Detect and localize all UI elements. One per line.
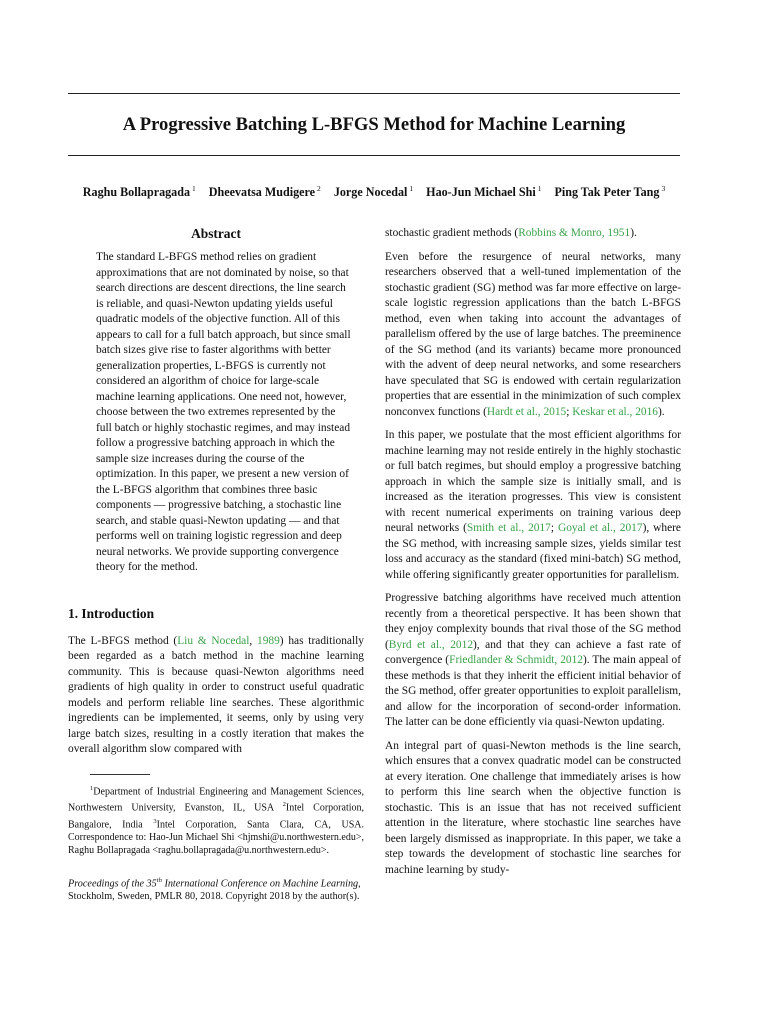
text-run: , <box>249 634 258 647</box>
author-affiliation-mark: 2 <box>317 184 321 193</box>
body-paragraph <box>385 226 681 242</box>
author <box>426 185 541 199</box>
citation-link[interactable]: Robbins & Monro, 1951 <box>518 227 631 239</box>
citation-link[interactable]: Smith et al., 2017 <box>466 522 551 534</box>
author-name: Raghu Bollapragada <box>82 185 190 200</box>
author-name: Dheevatsa Mudigere <box>208 185 316 200</box>
proceedings-copyright: , Stockholm, Sweden, PMLR 80, 2018. Copyright 2018 by the author(s). <box>68 877 361 903</box>
title-rule-bottom <box>68 155 680 156</box>
author-name: Jorge Nocedal <box>333 185 408 200</box>
abstract-text: The standard L-BFGS method relies on gradient approximations that are not dominated by noise, so that search directions are descent directions, the line search is reliable, and quasi-Newton updating yields useful quadratic models of the objective function. All of this appears to call for a full batch approach, but since small batch sizes give rise to faster algorithms with better generalization properties, L-BFGS is currently not considered an algorithm of choice for large-scale machine learning applications. One need not, however, choose between the two extremes represented by the full batch or highly stochastic regimes, and may instead follow a progressive batching approach in which the sample size increases during the course of the optimization. In this paper, we present a new version of the L-BFGS algorithm that combines three basic components — progressive batching, a stochastic line search, and stable quasi-Newton updating — and that performs well on training logistic regression and deep neural networks. We provide supporting convergence theory for the method. <box>96 251 351 573</box>
citation-link[interactable]: Byrd et al., 2012 <box>388 638 474 651</box>
proceedings-text <box>68 874 364 904</box>
text-run: ). <box>630 227 637 239</box>
citation-link[interactable]: 1989 <box>257 634 280 647</box>
proceedings-venue: Proceedings of the 35 <box>68 877 157 889</box>
text-run: Even before the resurgence of neural networks, many researchers observed that a well-tuned implementation of the stochastic gradient (SG) method was far more effective on large-scale logistic regression applications than the batch L-BFGS method, even when taking into account the advantages of parallelism offered by the use of large batches. The preeminence of the SG method (and its variants) became more pronounced with the advent of deep neural networks, and some researchers have speculated that SG is endowed with certain regularization properties that are essential in the minimization of such complex nonconvex functions ( <box>385 250 681 418</box>
footnote-text: Department of Industrial Engineering and Management Sciences, Northwestern University, Evanston, IL, USA <box>68 785 364 814</box>
text-run: ) has traditionally been regarded as a batch method in the machine learning community. This is because quasi-Newton algorithms need gradients of high quality in order to construct useful quadratic models and perform reliable line searches. These algorithmic ingredients can be implemented, it seems, only by using very large batch sizes, resulting in a costly iteration that makes the overall algorithm slow compared with <box>68 634 364 755</box>
body-paragraph <box>385 250 681 421</box>
text-run: In this paper, we postulate that the most efficient algorithms for machine learning may not reside entirely in the highly stochastic or full batch regimes, but should employ a progressive batching approach in which the sample size is initially small, and is increased as the iteration progresses. This view is consistent with recent numerical experiments on training various deep neural networks ( <box>385 429 681 534</box>
right-column <box>385 226 681 886</box>
footnote-text: Intel Corporation, Bangalore, India <box>68 802 364 830</box>
text-run: ). The main appeal of these methods is that they inherit the efficient initial behavior of the SG method, offer greater opportunities to exploit parallelism, and allow for the incorporation of second-order information. The latter can be done efficiently via quasi-Newton updating. <box>385 654 681 728</box>
author <box>334 185 413 199</box>
text-run: stochastic gradient methods ( <box>385 227 519 239</box>
author <box>83 185 196 199</box>
citation-link[interactable]: Liu & Nocedal <box>177 634 250 647</box>
text-run: ; <box>566 405 573 418</box>
abstract-heading: Abstract <box>191 226 241 241</box>
ordinal-suffix: th <box>156 876 162 884</box>
text-run: ; <box>550 522 558 534</box>
citation-link[interactable]: Friedlander & Schmidt, 2012 <box>449 654 583 666</box>
left-column <box>68 226 364 903</box>
author-list <box>68 181 680 200</box>
citation-link[interactable]: Keskar et al., 2016 <box>572 405 659 418</box>
proceedings-note <box>68 874 364 904</box>
section-heading-introduction: 1. Introduction <box>68 605 155 621</box>
author-affiliation-mark: 1 <box>409 184 414 193</box>
affiliation-footnote <box>68 782 364 858</box>
text-run: ). <box>658 405 665 418</box>
footnote-text: Intel Corporation, Santa Clara, CA, USA. Correspondence to: Hao-Jun Michael Shi <hjmshi@u.northwestern.edu>, Raghu Bollapragada <raghu.bollapragada@u.northwestern.edu>. <box>68 818 365 857</box>
footnote-mark: 3 <box>153 817 157 825</box>
author <box>209 185 321 199</box>
abstract-body <box>68 250 364 576</box>
body-paragraph: An integral part of quasi-Newton methods is the line search, which ensures that a convex quadratic model can be constructed at every iteration. One challenge that immediately arises is how to perform this line search when the objective function is stochastic. This is an issue that has not received sufficient attention in the literature, where stochastic line searches have been largely dismissed as inappropriate. In this paper, we take a step towards the development of stochastic line searches for machine learning by study- <box>385 739 681 876</box>
paper-title: A Progressive Batching L-BFGS Method for Machine Learning <box>122 114 626 135</box>
title-rule-top <box>68 93 680 94</box>
author-affiliation-mark: 3 <box>661 184 666 193</box>
body-paragraph <box>385 591 681 731</box>
footnote-mark: 2 <box>282 801 286 809</box>
citation-link[interactable]: Hardt et al., 2015 <box>486 405 567 418</box>
footnote-mark: 1 <box>90 784 94 792</box>
proceedings-venue: International Conference on Machine Learning <box>161 877 359 889</box>
intro-paragraph <box>68 634 364 758</box>
footnotes <box>68 782 364 858</box>
text-run: ), and that they can achieve a fast rate of convergence ( <box>385 638 681 666</box>
author-affiliation-mark: 1 <box>192 184 196 193</box>
text-run: Progressive batching algorithms have received much attention recently from a theoretical perspective. It has been shown that they enjoy complexity bounds that rival those of the SG method ( <box>385 592 681 651</box>
text-run: The L-BFGS method ( <box>68 634 178 647</box>
text-run: ), where the SG method, with increasing sample sizes, yields similar test loss and accuracy as the standard (fixed mini-batch) SG method, while offering significantly greater opportunities for parallelism. <box>385 522 681 581</box>
footnote-rule <box>90 774 150 775</box>
citation-link[interactable]: Goyal et al., 2017 <box>557 522 643 534</box>
author <box>554 185 665 199</box>
author-name: Hao-Jun Michael Shi <box>426 185 536 200</box>
body-paragraph <box>385 428 681 583</box>
author-name: Ping Tak Peter Tang <box>554 185 660 200</box>
author-affiliation-mark: 1 <box>537 184 542 193</box>
